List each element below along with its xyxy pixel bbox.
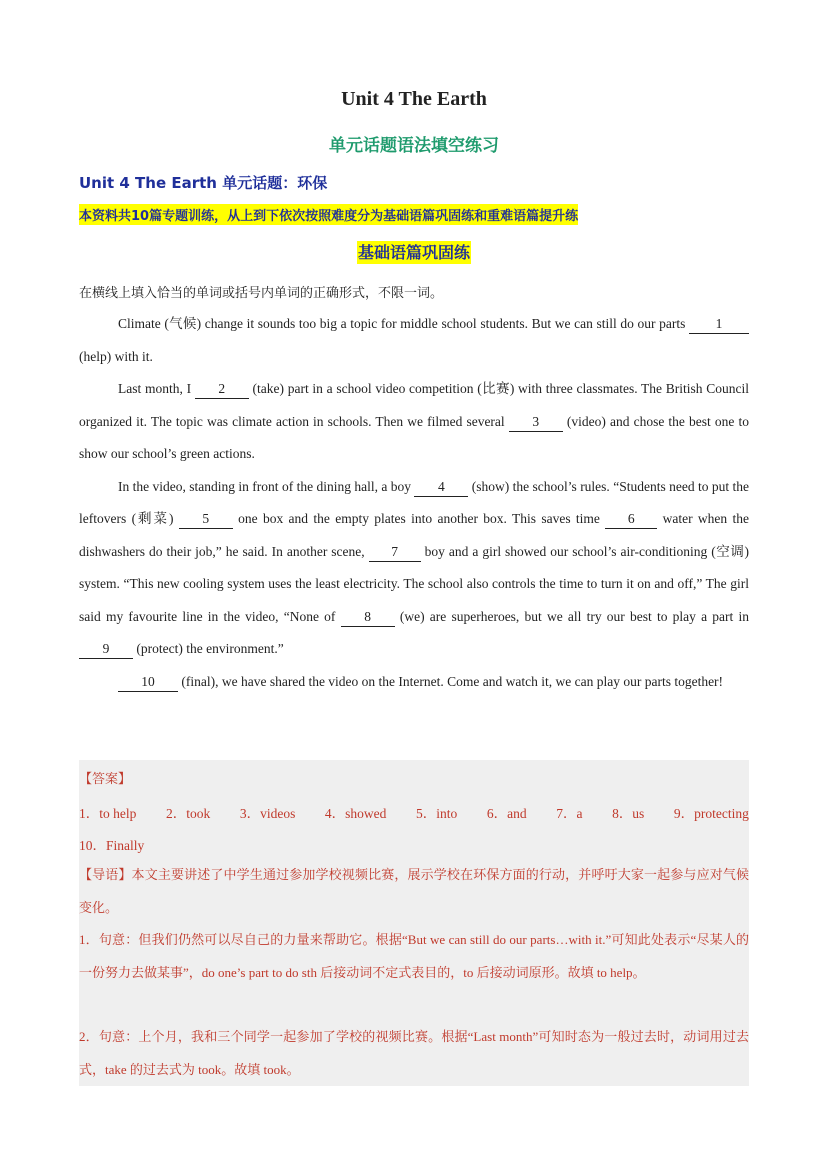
answer-item: 3．videos	[239, 806, 296, 821]
blank-7[interactable]: 7	[369, 543, 421, 562]
blank-4[interactable]: 4	[414, 478, 468, 497]
passage-paragraph-3: In the video, standing in front of the dining hall, a boy 4 (show) the school’s rules. “Students need to put the leftovers (剩菜) 5 one box and the empty plates into another box. This saves time 6 water when the dishwashers do their job,” he said. In another scene, 7 boy and a girl showed our school’s air-conditioning (空调) system. “This new cooling system uses the least electricity. The school also controls the time to turn it on and off,” The girl said my favourite line in the video, “None of 8 (we) are superheroes, but we all try our best to play a part in 9 (protect) the environment.”	[79, 471, 749, 666]
passage-paragraph-1: Climate (气候) change it sounds too big a topic for middle school students. But we can still do our parts 1 (help) with it.	[79, 308, 749, 373]
answer-item: 2．took	[165, 806, 211, 821]
answer-item-10: 10．Finally	[79, 838, 145, 853]
page-subtitle: 单元话题语法填空练习	[329, 136, 499, 156]
answer-heading: 【答案】	[79, 772, 132, 787]
answer-item: 7．a	[556, 806, 583, 821]
answer-item: 6．and	[486, 806, 527, 821]
cloze-passage	[79, 308, 749, 698]
explanation-2: 2．句意：上个月，我和三个同学一起参加了学校的视频比赛。根据“Last month”可知时态为一般过去时，动词用过去式，take 的过去式为 took。故填 took。	[79, 1029, 749, 1077]
blank-9[interactable]: 9	[79, 640, 133, 659]
answer-item: 9．protecting	[673, 806, 749, 821]
blank-2[interactable]: 2	[195, 380, 249, 399]
notice-banner: 本资料共10篇专题训练，从上到下依次按照难度分为基础语篇巩固练和重难语篇提升练	[79, 204, 578, 225]
passage-paragraph-2: Last month, I 2 (take) part in a school video competition (比赛) with three classmates. The British Council organized it. The topic was climate action in schools. Then we filmed several 3 (video) and chose the best one to show our school’s green actions.	[79, 381, 749, 461]
guide-paragraph: 【导语】本文主要讲述了中学生通过参加学校视频比赛，展示学校在环保方面的行动，并呼吁大家一起参与应对气候变化。	[79, 867, 749, 915]
answer-item: 5．into	[416, 806, 458, 821]
answer-item: 1．to help	[79, 806, 137, 821]
answer-list	[79, 802, 749, 822]
answer-section	[79, 760, 749, 1086]
explanation-1: 1．句意：但我们仍然可以尽自己的力量来帮助它。根据“But we can still do our parts…with it.”可知此处表示“尽某人的一份努力去做某事”，do one’s part to do sth 后接动词不定式表目的，to 后接动词原形。故填 to help。	[79, 932, 749, 980]
blank-5[interactable]: 5	[179, 510, 233, 529]
blank-10[interactable]: 10	[118, 673, 178, 692]
answer-item: 8．us	[612, 806, 645, 821]
blank-1[interactable]: 1	[689, 315, 749, 334]
instruction-text: 在横线上填入恰当的单词或括号内单词的正确形式，不限一词。	[79, 286, 444, 301]
blank-6[interactable]: 6	[605, 510, 657, 529]
topic-line: Unit 4 The Earth 单元话题：环保	[79, 174, 328, 192]
page-title: Unit 4 The Earth	[341, 88, 487, 110]
answer-item: 4．showed	[324, 806, 387, 821]
blank-8[interactable]: 8	[341, 608, 395, 627]
section-heading-text: 基础语篇巩固练	[357, 243, 470, 262]
passage-paragraph-4: 10 (final), we have shared the video on the Internet. Come and watch it, we can play our parts together!	[79, 666, 749, 699]
blank-3[interactable]: 3	[509, 413, 563, 432]
section-heading	[79, 240, 749, 263]
